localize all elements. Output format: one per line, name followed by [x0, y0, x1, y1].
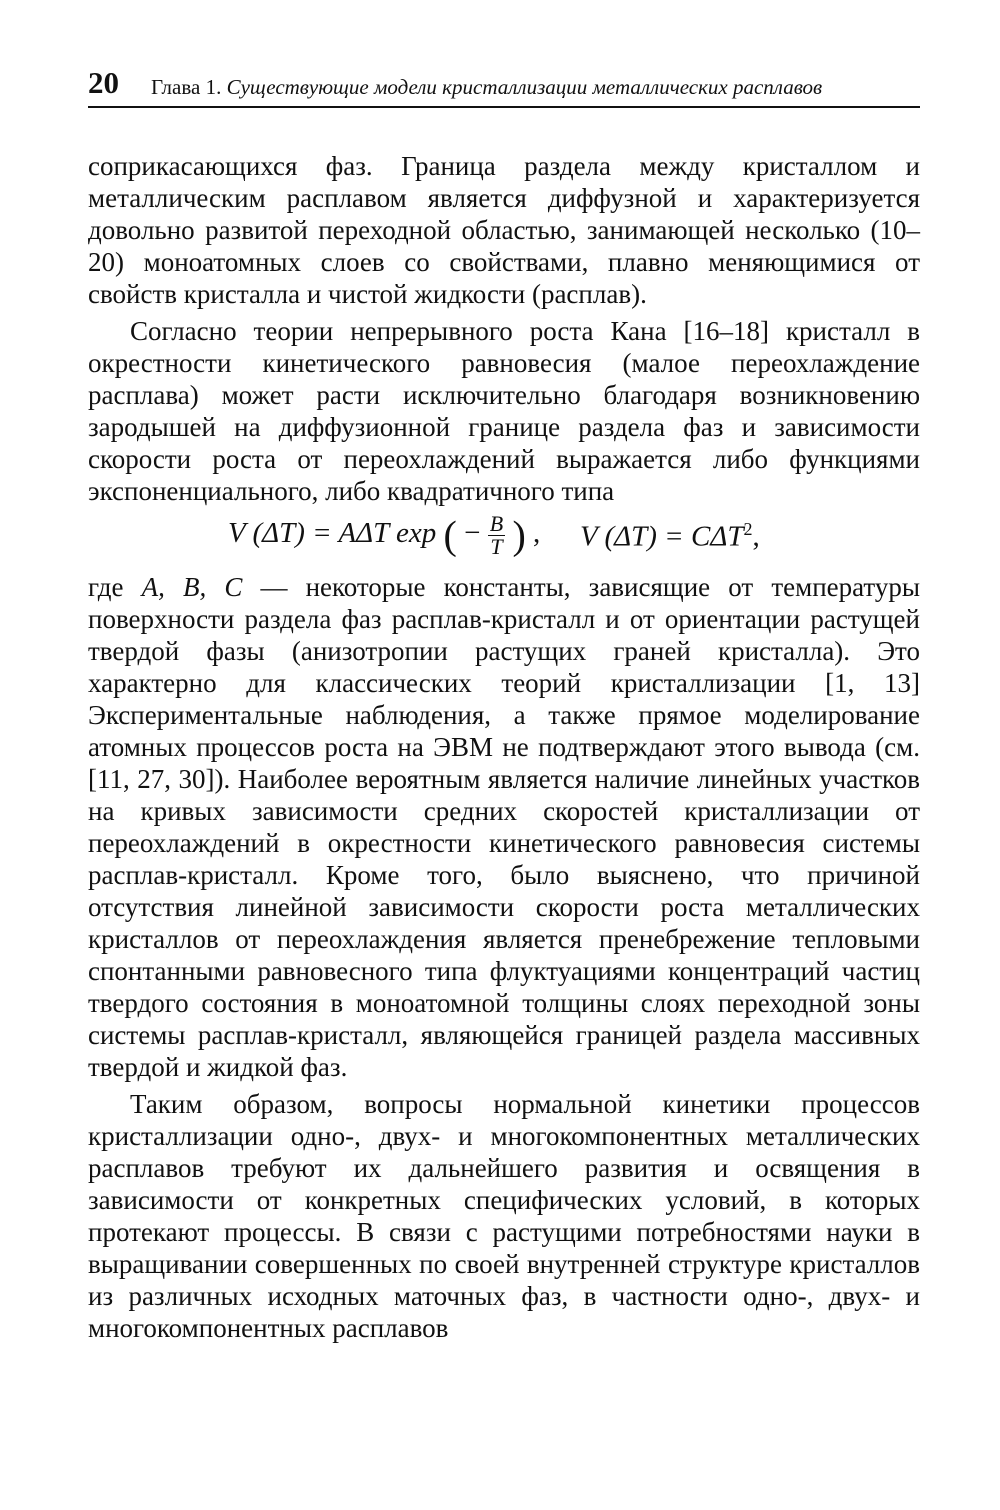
chapter-title: Существующие модели кристаллизации металлических расплавов — [226, 75, 823, 99]
fraction-numerator: B — [489, 511, 504, 536]
formula-end-comma: , — [752, 520, 760, 553]
chapter-heading — [151, 74, 822, 100]
chapter-label: Глава 1. — [151, 75, 222, 99]
formula-left-lhs: V (ΔT) = AΔT exp — [228, 517, 437, 550]
paragraph-2: Согласно теории непрерывного роста Кана [16–18] кристалл в окрестности кинетического равновесия (малое переохлаждение расплава) может расти исключительно благодаря возникновению зародышей на диффузионной границе раздела фаз и зависимости скорости роста от переохлаждений выражается либо функциями экспоненциального, либо квадратичного типа — [88, 316, 920, 506]
body-text — [88, 150, 920, 1344]
formula-right-lhs: V (ΔT) = CΔT — [580, 520, 744, 553]
formula-exponent: 2 — [743, 519, 753, 539]
paragraph-3-start: где — [88, 572, 124, 602]
page-number: 20 — [88, 65, 119, 100]
formula-quadratic — [580, 513, 760, 553]
formula-open-paren: ( — [443, 512, 457, 558]
formula-fraction — [488, 513, 505, 558]
paragraph-3-vars: A, B, C — [141, 572, 243, 602]
formula-separator: , — [533, 517, 541, 550]
paragraph-4: Таким образом, вопросы нормальной кинетики процессов кристаллизации одно-, двух- и многокомпонентных металлических расплавов требуют их дальнейшего развития и освящения в зависимости от конкретных специфических условий, в которых протекают процессы. В связи с растущими потребностями науки в выращивании совершенных по своей внутренней структуре кристаллов из различных исходных маточных фаз, в частности одно-, двух- и многокомпонентных расплавов — [88, 1089, 920, 1343]
formula-exponential — [228, 513, 540, 558]
formula-close-paren: ) — [512, 512, 526, 558]
fraction-denominator: T — [490, 534, 503, 559]
paragraph-1: соприкасающихся фаз. Граница раздела между кристаллом и металлическим расплавом является диффузной и характеризуется довольно развитой переходной областью, занимающей несколько (10–20) моноатомных слоев со свойствами, плавно меняющимися от свойств кристалла и чистой жидкости (расплав). — [88, 151, 920, 309]
paragraph-3 — [88, 571, 920, 1083]
formula-minus: − — [464, 517, 481, 550]
paragraph-3-rest: — некоторые константы, зависящие от температуры поверхности раздела фаз расплав-кристалл и от ориентации растущей твердой фазы (анизотропии растущих граней кристалла). Это характерно для классических теорий кристаллизации [1, 13] Экспериментальные наблюдения, а также прямое моделирование атомных процессов роста на ЭВМ не подтверждают этого вывода (см. [11, 27, 30]). Наиболее вероятным является наличие линейных участков на кривых зависимости средних скоростей кристаллизации от переохлаждений в окрестности кинетического равновесия системы расплав-кристалл. Кроме того, было выяснено, что причиной отсутствия линейной зависимости скорости роста металлических кристаллов от переохлаждения является пренебрежение тепловыми спонтанными равновесного типа флуктуациями концентраций частиц твердого состояния в моноатомной толщины слоях переходной зоны системы расплав-кристалл, являющейся границей раздела массивных твердой и жидкой фаз. — [88, 572, 920, 1082]
running-head — [88, 62, 920, 108]
growth-rate-formula — [88, 507, 920, 571]
